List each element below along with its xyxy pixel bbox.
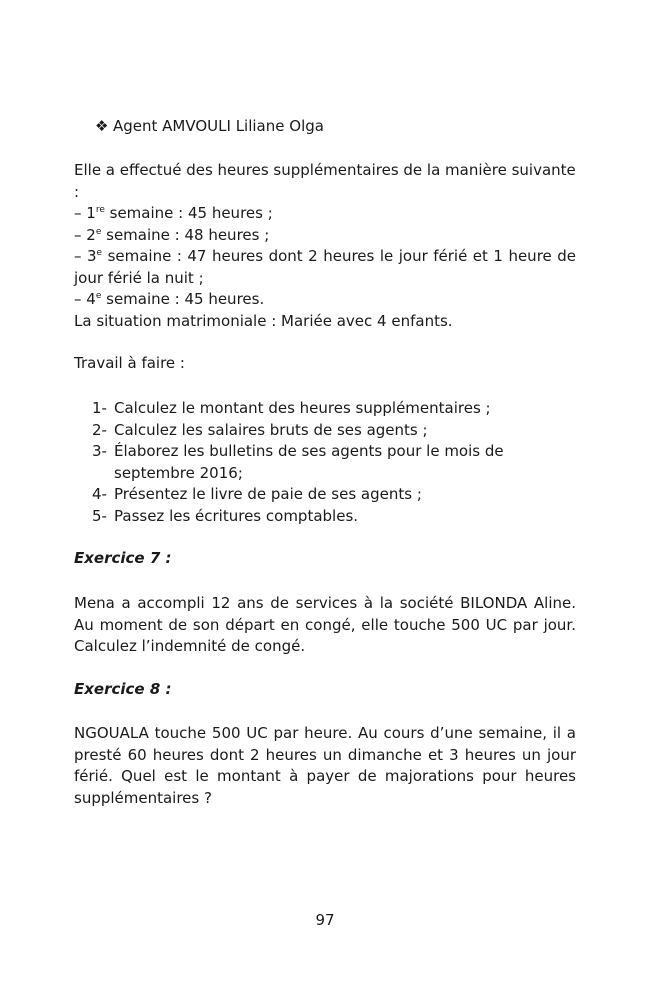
task-item: 5- Passez les écritures comptables. bbox=[92, 506, 359, 525]
task-item: 3- Élaborez les bulletins de ses agents pour le mois de septembre 2016; bbox=[92, 442, 504, 482]
week-item: – 4e semaine : 45 heures. bbox=[74, 290, 265, 308]
travail-title: Travail à faire : bbox=[74, 354, 185, 372]
exercice-8-body: NGOUALA touche 500 UC par heure. Au cours d’une semaine, il a presté 60 heures dont 2 heures un dimanche et 3 heures un jour férié. Quel est le montant à payer de majorations pour heures supplémentaires ? bbox=[74, 724, 576, 807]
task-item: 1- Calculez le montant des heures supplémentaires ; bbox=[92, 399, 491, 417]
agent-intro: Elle a effectué des heures supplémentaires de la manière suivante : bbox=[74, 161, 576, 201]
week-item: – 1re semaine : 45 heures ; bbox=[74, 204, 273, 222]
task-item: 2- Calculez les salaires bruts de ses agents ; bbox=[92, 420, 428, 439]
diamond-bullet-icon: ❖ bbox=[95, 117, 109, 135]
page-number: 97 bbox=[315, 911, 335, 929]
exercice-8-title: Exercice 8 : bbox=[74, 680, 172, 698]
agent-heading bbox=[95, 116, 565, 138]
task-list bbox=[92, 398, 576, 527]
weeks-list bbox=[74, 203, 576, 332]
week-item: – 2e semaine : 48 heures ; bbox=[74, 225, 270, 244]
task-item: 4- Présentez le livre de paie de ses agents ; bbox=[92, 485, 422, 503]
marital-situation: La situation matrimoniale : Mariée avec 4 enfants. bbox=[74, 311, 453, 330]
week-item: – 3e semaine : 47 heures dont 2 heures le jour férié et 1 heure de jour férié la nuit ; bbox=[74, 247, 577, 287]
exercice-7-title: Exercice 7 : bbox=[74, 549, 172, 567]
agent-name: Agent AMVOULI Liliane Olga bbox=[113, 117, 324, 135]
exercice-7-body: Mena a accompli 12 ans de services à la société BILONDA Aline. Au moment de son départ en congé, elle touche 500 UC par jour. Calculez l’indemnité de congé. bbox=[74, 594, 576, 655]
